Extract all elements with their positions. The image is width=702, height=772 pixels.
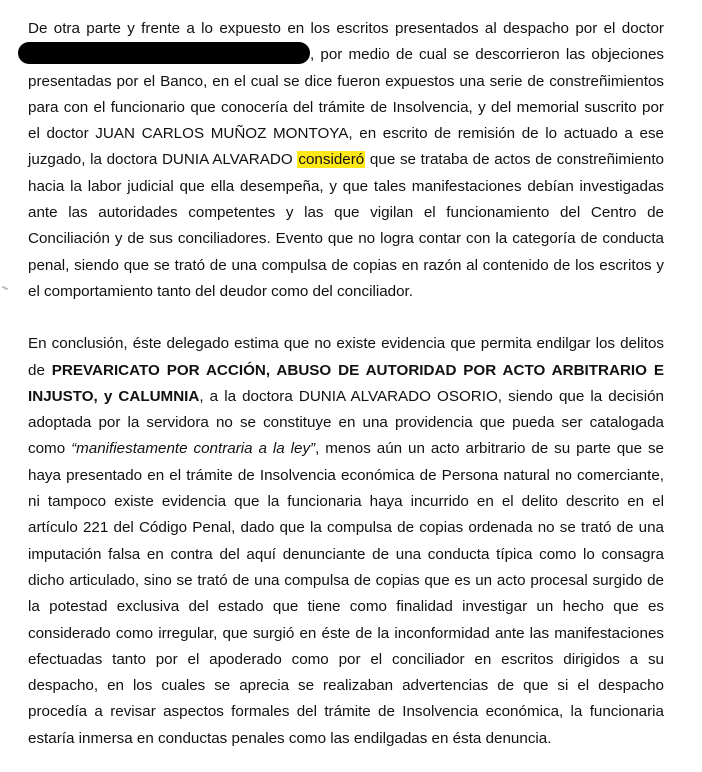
document-page (28, 16, 664, 752)
paragraph-text: De otra parte y frente a lo expuesto en los escritos presentados al despacho por el doctor (28, 20, 664, 37)
margin-scan-mark (2, 286, 8, 290)
paragraph-text: , menos aún un acto arbitrario de su parte que se haya presentado en el trámite de Insolvencia económica de Persona natural no comerciante, ni tampoco existe evidencia que la funcionaria haya incurrido en el delito descrito en el artículo 221 del Código Penal, dado que la compulsa de copias ordenada no se trató de una imputación falsa en contra del aquí denunciante de una conducta típica como lo consagra dicho articulado, sino se trató de una compulsa de copias que es un acto procesal surgido de la potestad exclusiva del estado que tiene como finalidad investigar un hecho que es considerado como irregular, que surgió en éste de la inconformidad ante las manifestaciones efectuadas tanto por el apoderado como por el conciliador en escritos dirigidos a su despacho, en los cuales se aprecia se realizaban advertencias de que si el despacho procedía a revisar aspectos formales del trámite de Insolvencia económica, la funcionaria estaría inmersa en conductas penales como las endilgadas en ésta denuncia. (28, 440, 664, 747)
paragraph-text: En conclusión, éste delegado estima que no existe evidencia que permita endilgar los delitos de (28, 335, 664, 379)
italic-quote: “manifiestamente contraria a la ley” (71, 440, 316, 458)
paragraph-complaint-background (28, 16, 664, 305)
paragraph-text: , a la doctora DUNIA ALVARADO OSORIO, siendo que la decisión adoptada por la servidora no se constituye en una providencia que pueda ser catalogada como (28, 387, 664, 458)
paragraph-text: , por medio de cual se descorrieron las objeciones presentadas por el Banco, en el cual se dice fueron expuestos una serie de constreñimientos para con el funcionario que conocería del trámite de Insolvencia, y del memorial suscrito por el doctor JUAN CARLOS MUÑOZ MONTOYA, en escrito de remisión de lo actuado a ese juzgado, la doctora DUNIA ALVARADO (28, 46, 664, 169)
highlighted-word: consideró (298, 151, 365, 169)
paragraph-conclusion (28, 331, 664, 752)
redacted-name-block (18, 42, 310, 64)
paragraph-text: que se trataba de actos de constreñimiento hacia la labor judicial que ella desempeña, y que tales manifestaciones debían investigadas ante las autoridades competentes y las que vigilan el funcionamiento del Centro de Conciliación y de sus conciliadores. Evento que no logra contar con la categoría de conducta penal, siendo que se trató de una compulsa de copias en razón al contenido de los escritos y el comportamiento tanto del deudor como del conciliador. (28, 151, 664, 300)
bold-offenses-list: PREVARICATO POR ACCIÓN, ABUSO DE AUTORIDAD POR ACTO ARBITRARIO E INJUSTO, y CALUMNIA (28, 361, 664, 405)
